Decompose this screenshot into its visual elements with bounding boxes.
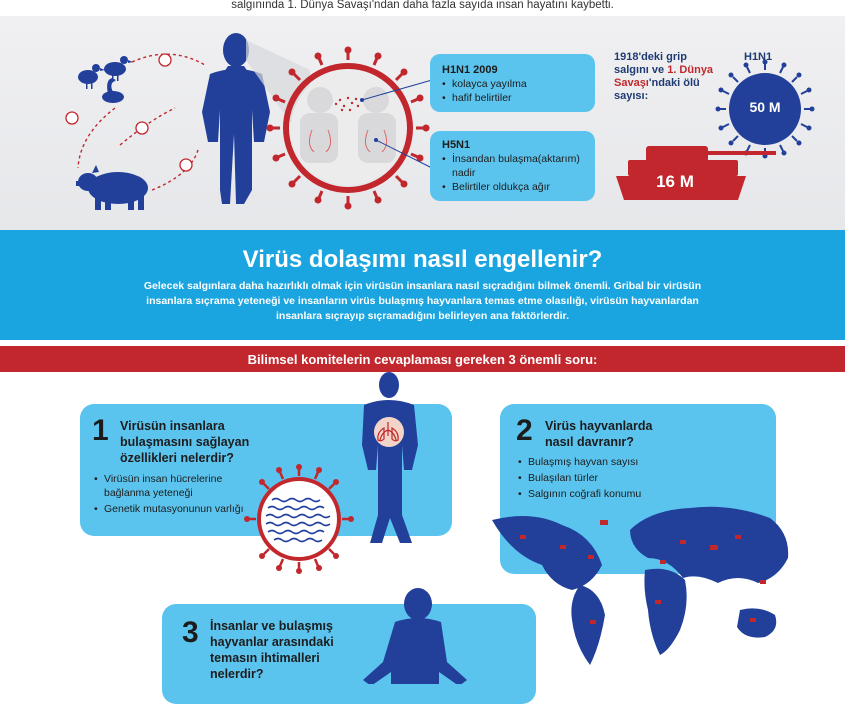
question-number: 2 <box>516 414 533 447</box>
h1n1-virus-label: H1N1 <box>744 51 773 63</box>
question-title <box>545 418 725 450</box>
title-line: Virüsün insanlara <box>120 419 225 433</box>
virus-large-icon <box>267 47 430 210</box>
question-number: 3 <box>182 616 199 649</box>
h1n1-list <box>442 77 590 105</box>
birds-icon <box>78 56 133 103</box>
title-line: Virüs hayvanlarda <box>545 419 653 433</box>
stat-line: salgını ve <box>614 64 668 76</box>
title-line: İnsanlar ve bulaşmış <box>210 619 333 633</box>
prevention-title: Virüs dolaşımı nasıl engellenir? <box>242 246 603 273</box>
list-item: • Genetik mutasyonunun varlığı <box>94 502 254 516</box>
stat-line: 1918'deki grip <box>614 51 687 63</box>
question-list <box>518 455 718 503</box>
question-number: 1 <box>92 414 109 447</box>
questions-header-title: Bilimsel komitelerin cevaplaması gereken 3 önemli soru: <box>247 352 598 367</box>
h5n1-title: H5N1 <box>442 139 471 151</box>
stat-highlight: Savaşı <box>614 77 649 89</box>
stat-line: 'ndaki ölü <box>648 77 700 89</box>
h1n1-info-box <box>430 54 595 112</box>
question-title <box>210 618 390 682</box>
title-line: nelerdir? <box>210 667 264 681</box>
question-list <box>94 472 254 518</box>
list-item: • hafif belirtiler <box>442 91 590 105</box>
list-item: • Belirtiler oldukça ağır <box>442 180 592 194</box>
list-item: • Virüsün insan hücrelerine bağlanma yeteneği <box>94 472 254 500</box>
stat-highlight: 1. Dünya <box>667 64 714 76</box>
h1n1-title: H1N1 2009 <box>442 64 498 76</box>
prevention-body: Gelecek salgınlara daha hazırlıklı olmak için virüsün insanlara nasıl sıçradığını bilmek önemli. Gribal bir virüsün insanlara sıçrama yeteneği ve insanların virüs bulaşmış hayvanlara temas etme olasılığı, virüsün hayvanlardan insanlara sıçrayıp sıçramadığını belirleyen ana faktörlerdir. <box>143 280 702 322</box>
list-item: • İnsandan bulaşma(aktarım) nadir <box>442 152 592 180</box>
list-item: • Bulaşmış hayvan sayısı <box>518 455 718 469</box>
h5n1-info-box <box>430 131 595 201</box>
cycle-node <box>180 159 192 171</box>
title-line: hayvanlar arasındaki <box>210 635 334 649</box>
h1n1-death-count: 50 M <box>749 99 781 115</box>
title-line: nasıl davranır? <box>545 435 634 449</box>
cycle-node <box>136 122 148 134</box>
title-line: özellikleri nelerdir? <box>120 451 234 465</box>
cycle-node <box>66 112 78 124</box>
top-caption: salgınında 1. Dünya Savaşı'ndan daha fazla sayıda insan hayatını kaybetti. <box>0 0 845 16</box>
death-toll-text <box>614 51 734 103</box>
question-title <box>120 418 280 466</box>
h5n1-list <box>442 152 592 194</box>
war-death-count: 16 M <box>656 172 694 191</box>
pig-icon <box>76 165 148 210</box>
cycle-node <box>159 54 171 66</box>
list-item: • Bulaşılan türler <box>518 471 718 485</box>
stat-line: sayısı: <box>614 90 649 102</box>
title-line: temasın ihtimalleri <box>210 651 320 665</box>
list-item: • kolayca yayılma <box>442 77 590 91</box>
list-item: • Salgının coğrafi konumu <box>518 487 718 501</box>
title-line: bulaşmasını sağlayan <box>120 435 250 449</box>
